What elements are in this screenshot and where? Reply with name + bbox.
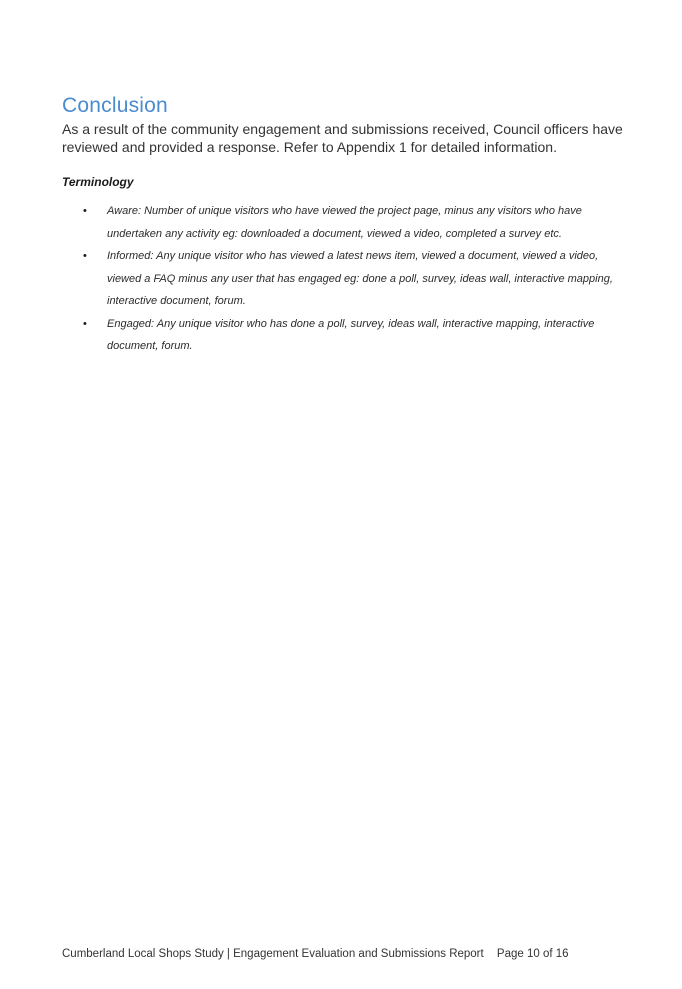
section-heading: Conclusion <box>62 94 168 117</box>
term-aware: Aware: Number of unique visitors who have viewed the project page, minus any visitors who have undertaken any activity eg: downloaded a document, viewed a video, completed a survey etc. <box>107 205 582 240</box>
terminology-heading: Terminology <box>62 175 134 189</box>
list-item <box>62 200 632 245</box>
term-informed: Informed: Any unique visitor who has viewed a latest news item, viewed a document, viewed a video, viewed a FAQ minus any user that has engaged eg: done a poll, survey, ideas wall, interactive mapping, interactive document, forum. <box>107 250 613 307</box>
page-footer <box>62 948 569 960</box>
list-item <box>62 313 632 358</box>
bullet-icon: • <box>83 250 87 262</box>
list-item <box>62 245 632 313</box>
footer-report-title: Cumberland Local Shops Study | Engagement Evaluation and Submissions Report <box>62 948 484 960</box>
bullet-icon: • <box>83 205 87 217</box>
term-engaged: Engaged: Any unique visitor who has done a poll, survey, ideas wall, interactive mapping, interactive document, forum. <box>107 317 595 352</box>
footer-page-number: Page 10 of 16 <box>496 948 569 960</box>
bullet-icon: • <box>83 317 87 330</box>
terminology-list <box>62 200 632 358</box>
intro-paragraph: As a result of the community engagement and submissions received, Council officers have reviewed and provided a response. Refer to Appendix 1 for detailed information. <box>62 121 623 155</box>
